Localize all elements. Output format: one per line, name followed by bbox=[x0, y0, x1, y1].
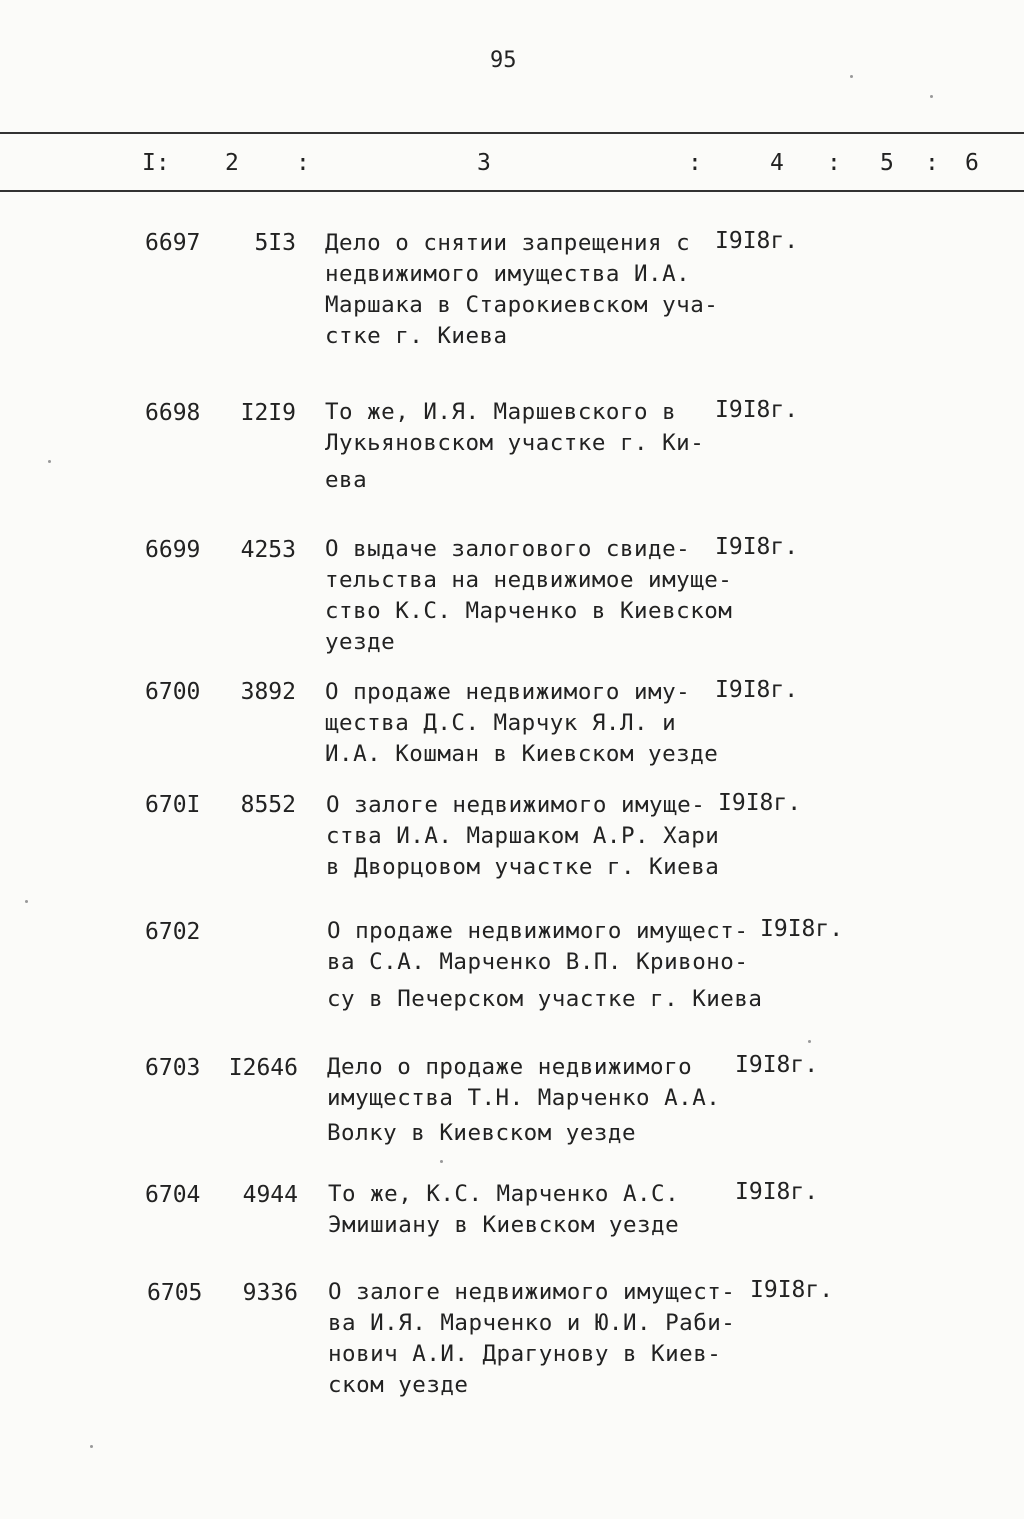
record-title-line: ева bbox=[325, 467, 368, 493]
record-number: 6700 bbox=[145, 679, 201, 705]
scan-speck bbox=[90, 1445, 93, 1448]
record-code: 9336 bbox=[242, 1280, 298, 1306]
record-title-line: уезде bbox=[325, 629, 396, 655]
record-title-line: ском уезде bbox=[328, 1372, 469, 1398]
record-number: 6699 bbox=[145, 537, 201, 563]
record-title-line: Дело о продаже недвижимого bbox=[327, 1054, 693, 1080]
record-number: 6698 bbox=[145, 400, 201, 426]
record-title bbox=[328, 1179, 679, 1241]
record-code: I2I9 bbox=[240, 400, 296, 426]
record-date: I9I8г. bbox=[718, 790, 802, 816]
record-title-line: ва И.Я. Марченко и Ю.И. Раби- bbox=[328, 1310, 736, 1336]
record-number: 6703 bbox=[145, 1055, 201, 1081]
record-title-line: О залоге недвижимого имуще- bbox=[326, 792, 706, 818]
record-date: I9I8г. bbox=[750, 1277, 834, 1303]
record-title-line: ва С.А. Марченко В.П. Кривоно- bbox=[327, 949, 749, 975]
column-header-separator: : bbox=[925, 150, 939, 176]
record-title bbox=[325, 534, 732, 658]
record-number: 6702 bbox=[145, 919, 201, 945]
record-number: 6697 bbox=[145, 230, 201, 256]
page-number: 95 bbox=[490, 48, 517, 73]
record-title-line: Дело о снятии запрещения с bbox=[325, 230, 691, 256]
column-header-4: 4 bbox=[770, 150, 784, 176]
record-code: 3892 bbox=[240, 679, 296, 705]
column-header-5: 5 bbox=[880, 150, 894, 176]
record-code: 4253 bbox=[240, 537, 296, 563]
record-title-line: Волку в Киевском уезде bbox=[327, 1120, 637, 1146]
record-title-line: недвижимого имущества И.А. bbox=[325, 261, 691, 287]
record-title-line: имущества Т.Н. Марченко А.А. bbox=[327, 1085, 721, 1111]
scan-speck bbox=[48, 460, 51, 463]
column-header-separator: : bbox=[296, 150, 310, 176]
record-date: I9I8г. bbox=[715, 534, 799, 560]
column-header-separator: : bbox=[688, 150, 702, 176]
record-title-line: Эмишиану в Киевском уезде bbox=[328, 1212, 680, 1238]
record-title bbox=[326, 790, 719, 883]
header-top-rule bbox=[0, 132, 1024, 134]
record-title-line: И.А. Кошман в Киевском уезде bbox=[325, 741, 719, 767]
record-title-line: То же, К.С. Марченко А.С. bbox=[328, 1181, 680, 1207]
column-header-separator: : bbox=[827, 150, 841, 176]
record-title bbox=[327, 1052, 720, 1149]
scan-speck bbox=[440, 1160, 443, 1163]
record-title bbox=[327, 916, 762, 1015]
record-code: 5I3 bbox=[254, 230, 296, 256]
record-date: I9I8г. bbox=[715, 228, 799, 254]
record-date: I9I8г. bbox=[715, 397, 799, 423]
record-title bbox=[328, 1277, 735, 1401]
record-title-line: ство К.С. Марченко в Киевском bbox=[325, 598, 733, 624]
record-date: I9I8г. bbox=[735, 1052, 819, 1078]
record-date: I9I8г. bbox=[715, 677, 799, 703]
column-header-2: 2 bbox=[225, 150, 239, 176]
record-title-line: ства И.А. Маршаком А.Р. Хари bbox=[326, 823, 720, 849]
record-title-line: Маршака в Старокиевском уча- bbox=[325, 292, 719, 318]
record-title-line: стке г. Киева bbox=[325, 323, 508, 349]
record-title-line: в Дворцовом участке г. Киева bbox=[326, 854, 720, 880]
record-title-line: Лукьяновском участке г. Ки- bbox=[325, 430, 705, 456]
record-date: I9I8г. bbox=[735, 1179, 819, 1205]
record-code: I2646 bbox=[228, 1055, 298, 1081]
record-number: 6705 bbox=[147, 1280, 203, 1306]
record-title-line: О продаже недвижимого иму- bbox=[325, 679, 691, 705]
record-title-line: О продаже недвижимого имущест- bbox=[327, 918, 749, 944]
record-title-line: То же, И.Я. Маршевского в bbox=[325, 399, 677, 425]
header-bottom-rule bbox=[0, 190, 1024, 192]
record-title-line: нович А.И. Драгунову в Киев- bbox=[328, 1341, 722, 1367]
record-code: 4944 bbox=[242, 1182, 298, 1208]
record-number: 670I bbox=[145, 792, 201, 818]
record-title bbox=[325, 228, 718, 352]
record-title-line: су в Печерском участке г. Киева bbox=[327, 986, 763, 1012]
record-title-line: щества Д.С. Марчук Я.Л. и bbox=[325, 710, 677, 736]
column-header-6: 6 bbox=[965, 150, 979, 176]
record-number: 6704 bbox=[145, 1182, 201, 1208]
record-date: I9I8г. bbox=[760, 916, 844, 942]
column-header-3: 3 bbox=[477, 150, 491, 176]
record-title-line: О выдаче залогового свиде- bbox=[325, 536, 691, 562]
scan-speck bbox=[808, 1040, 811, 1043]
column-header-1: I: bbox=[142, 150, 170, 176]
scan-speck bbox=[850, 75, 853, 78]
record-title bbox=[325, 397, 704, 496]
record-title-line: тельства на недвижимое имуще- bbox=[325, 567, 733, 593]
record-title-line: О залоге недвижимого имущест- bbox=[328, 1279, 736, 1305]
record-code: 8552 bbox=[240, 792, 296, 818]
scan-speck bbox=[25, 900, 28, 903]
record-title bbox=[325, 677, 718, 770]
scan-speck bbox=[930, 95, 933, 98]
